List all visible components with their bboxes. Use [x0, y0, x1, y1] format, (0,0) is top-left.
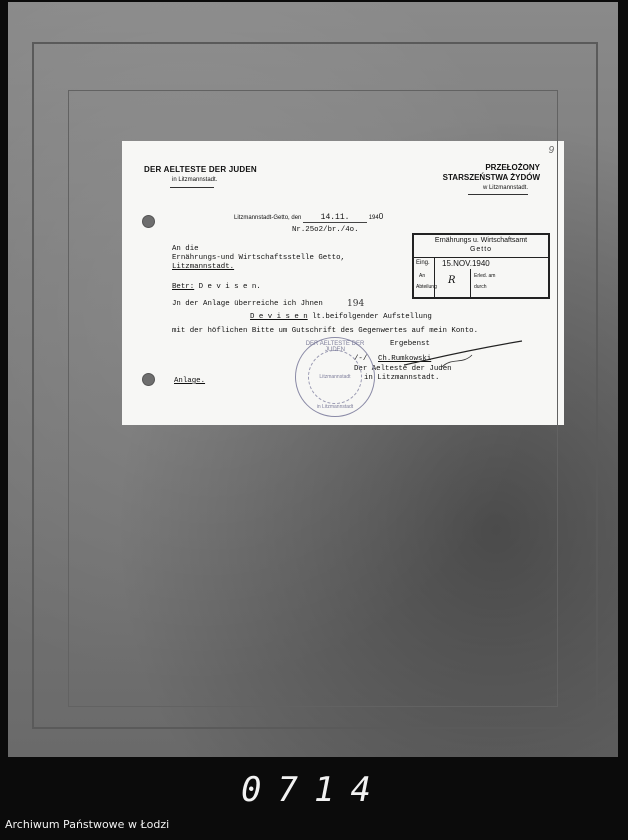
year-suffix: 0: [378, 212, 384, 221]
closing-ergebenst: Ergebenst: [390, 340, 430, 348]
official-seal: [295, 337, 375, 417]
letterhead-german: DER AELTESTE DER JUDEN: [144, 165, 257, 174]
devisen-underlined: D e v i s e n: [250, 313, 308, 321]
letterhead-polish-line1: PRZEŁOŻONY: [485, 163, 540, 172]
body-line2-rest: lt.beifolgender Aufstellung: [307, 313, 432, 321]
page-mark: 9: [548, 145, 554, 156]
closing-title-line1: Der Aelteste der Juden: [354, 365, 452, 373]
stamp-title: Ernährungs u. Wirtschaftsamt: [434, 237, 528, 244]
place-label: Litzmannstadt-Getto, den: [234, 215, 302, 221]
subject-line: [172, 283, 261, 291]
stamp-subtitle: Getto: [469, 246, 493, 253]
date-value: 14.11.: [303, 213, 367, 223]
recipient-line3: Litzmannstadt.: [172, 263, 235, 271]
body-line1: Jn der Anlage überreiche ich Jhnen: [172, 300, 323, 308]
closing-title-line2: in Litzmannstadt.: [364, 374, 440, 382]
recipient-line2: Ernährungs-und Wirtschaftsstelle Getto,: [172, 254, 345, 262]
body-line2: [250, 313, 432, 321]
letter-sheet: [122, 141, 564, 425]
seal-inner-ring: [308, 350, 362, 404]
place-date-line: [234, 212, 383, 223]
stamp-initials: R: [448, 275, 456, 286]
signature-stroke: [402, 337, 532, 377]
stamp-date: 15.NOV.1940: [442, 259, 490, 268]
year-prefix: 194: [368, 215, 379, 221]
stamp-divider: [434, 257, 435, 297]
letterhead-polish-line2: STARSZEŃSTWA ŻYDÓW: [442, 173, 540, 182]
seal-text-top: DER AELTESTE DER JUDEN: [305, 341, 365, 353]
subject-value: D e v i s e n.: [198, 283, 261, 291]
letterhead-rule-left: [170, 187, 214, 188]
stamp-eing-label: Eing.: [416, 260, 430, 266]
punch-hole: [142, 215, 155, 228]
stamp-durch-label: durch: [474, 284, 487, 290]
attachment-label: Anlage.: [174, 377, 206, 385]
seal-text-bottom: in Litzmannstadt: [316, 404, 354, 410]
scanned-archive-page: [8, 2, 618, 757]
body-line3: mit der höflichen Bitte um Gutschrift des Gegenwertes auf mein Konto.: [172, 327, 479, 335]
subject-label: Betr:: [172, 283, 195, 291]
letterhead-rule-right: [468, 194, 528, 195]
recipient-line1: An die: [172, 245, 199, 253]
punch-hole: [142, 373, 155, 386]
reference-number: Nr.25o2/br./4o.: [292, 226, 359, 234]
stamp-divider: [414, 257, 548, 258]
handwritten-number: 194: [347, 299, 365, 309]
signature-name: Ch.Rumkowski: [378, 355, 432, 363]
letterhead-german-city: in Litzmannstadt.: [172, 177, 218, 183]
stamp-erled-label: Erled. am: [474, 273, 496, 279]
stamp-divider: [470, 269, 471, 297]
stamp-an-label: An: [419, 273, 426, 279]
letterhead-polish-city: w Litzmannstadt.: [482, 185, 528, 191]
archive-number: 0714: [241, 770, 387, 810]
archive-label: Archiwum Państwowe w Łodzi: [5, 818, 170, 831]
seal-text-center: Litzmannstadt: [319, 374, 351, 380]
received-stamp: [412, 233, 550, 299]
signature-prefix: /-/: [354, 355, 368, 363]
stamp-abteilung-label: Abteilung: [416, 284, 437, 290]
